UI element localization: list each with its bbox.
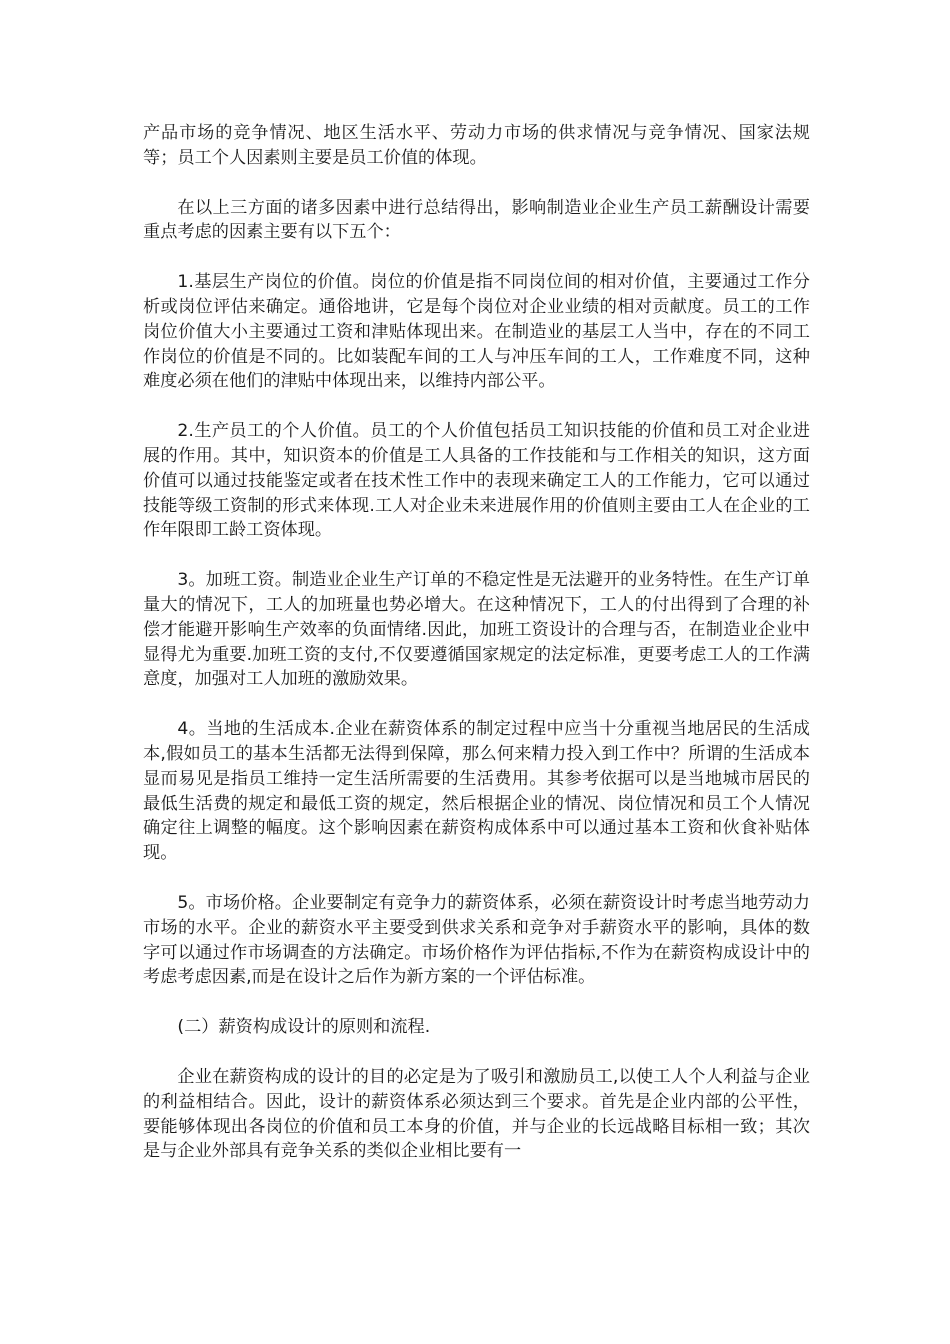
paragraph-factor-1: 1.基层生产岗位的价值。岗位的价值是指不同岗位间的相对价值，主要通过工作分析或岗位评估来确定。通俗地讲，它是每个岗位对企业业绩的相对贡献度。员工的工作岗位价值大小主要通过工资和津贴体现出来。在制造业的基层工人当中，存在的不同工作岗位的价值是不同的。比如装配车间的工人与冲压车间的工人，工作难度不同，这种难度必须在他们的津贴中体现出来，以维持内部公平。: [143, 272, 810, 392]
paragraph-factor-2: 2.生产员工的个人价值。员工的个人价值包括员工知识技能的价值和员工对企业进展的作用。其中，知识资本的价值是工人具备的工作技能和与工作相关的知识，这方面价值可以通过技能鉴定或者在技术性工作中的表现来确定工人的工作能力，它可以通过技能等级工资制的形式来体现.工人对企业未来进展作用的价值则主要由工人在企业的工作年限即工龄工资体现。: [143, 421, 810, 541]
paragraph-design-goal: 企业在薪资构成的设计的目的必定是为了吸引和激励员工,以使工人个人利益与企业的利益相结合。因此，设计的薪资体系必须达到三个要求。首先是企业内部的公平性，要能够体现出各岗位的价值和员工本身的价值，并与企业的长远战略目标相一致；其次是与企业外部具有竞争关系的类似企业相比要有一: [143, 1066, 810, 1162]
paragraph-factor-5: 5。市场价格。企业要制定有竞争力的薪资体系，必须在薪资设计时考虑当地劳动力市场的水平。企业的薪资水平主要受到供求关系和竞争对手薪资水平的影响，具体的数字可以通过作市场调查的方法确定。市场价格作为评估指标,不作为在薪资构成设计中的考虑考虑因素,而是在设计之后作为新方案的一个评估标准。: [143, 892, 810, 988]
paragraph-summary: 在以上三方面的诸多因素中进行总结得出，影响制造业企业生产员工薪酬设计需要重点考虑的因素主要有以下五个：: [143, 197, 810, 243]
section-heading: (二）薪资构成设计的原则和流程.: [177, 1017, 431, 1038]
paragraph-factor-3: 3。加班工资。制造业企业生产订单的不稳定性是无法避开的业务特性。在生产订单量大的情况下，工人的加班量也势必增大。在这种情况下，工人的付出得到了合理的补偿才能避开影响生产效率的负面情绪.因此，加班工资设计的合理与否，在制造业企业中显得尤为重要.加班工资的支付,不仅要遵循国家规定的法定标准，更要考虑工人的工作满意度，加强对工人加班的激励效果。: [143, 570, 810, 690]
paragraph-continuation: 产品市场的竞争情况、地区生活水平、劳动力市场的供求情况与竞争情况、国家法规等；员工个人因素则主要是员工价值的体现。: [143, 123, 810, 168]
paragraph-factor-4: 4。当地的生活成本.企业在薪资体系的制定过程中应当十分重视当地居民的生活成本,假如员工的基本生活都无法得到保障，那么何来精力投入到工作中？所谓的生活成本显而易见是指员工维持一定生活所需要的生活费用。其参考依据可以是当地城市居民的最低生活费的规定和最低工资的规定，然后根据企业的情况、岗位情况和员工个人情况确定往上调整的幅度。这个影响因素在薪资构成体系中可以通过基本工资和伙食补贴体现。: [143, 719, 810, 864]
document-body: [143, 121, 810, 1189]
